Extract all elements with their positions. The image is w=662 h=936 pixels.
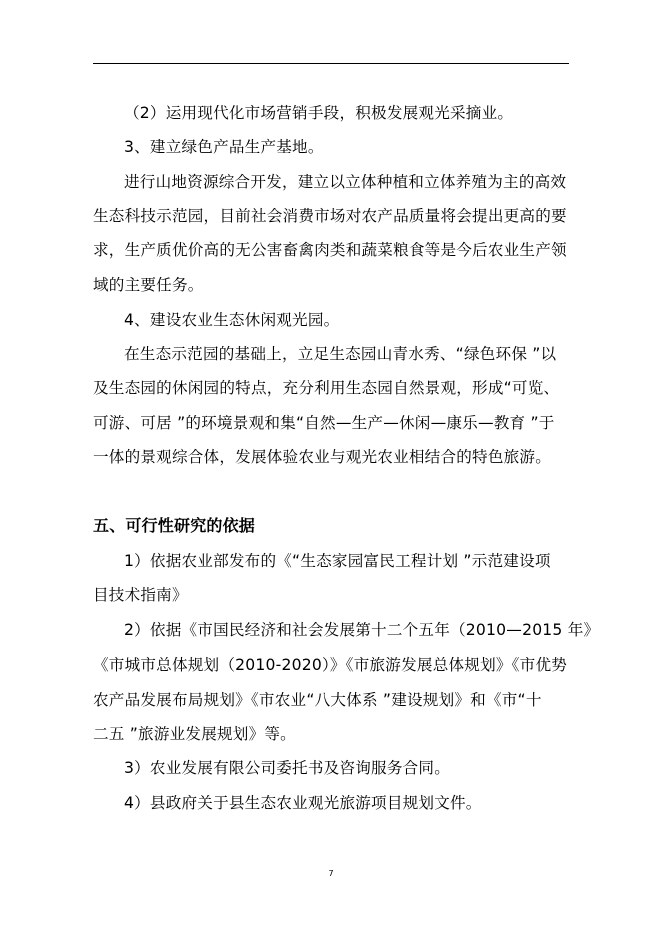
text-line: 及生态园的休闲园的特点，充分利用生态园自然景观，形成“可览、 <box>93 379 560 397</box>
text-line: 3、建立绿色产品生产基地。 <box>124 138 324 156</box>
text-line: 在生态示范园的基础上，立足生态园山青水秀、“绿色环保 ”以 <box>124 345 557 363</box>
text-line: 生态科技示范园，目前社会消费市场对农产品质量将会提出更高的要 <box>93 207 567 225</box>
text-line: 2）依据《市国民经济和社会发展第十二个五年（2010—2015 年》 <box>124 621 600 639</box>
section-heading: 五、可行性研究的依据 <box>93 516 256 535</box>
text-line: 二五 ”旅游业发展规划》等。 <box>93 725 296 743</box>
text-line: 4）县政府关于县生态农业观光旅游项目规划文件。 <box>124 794 482 812</box>
page-number: 7 <box>328 869 334 878</box>
text-line: 域的主要任务。 <box>93 276 204 294</box>
text-line: 《市城市总体规划（2010-2020）》《市旅游发展总体规划》《市优势 <box>93 656 568 674</box>
text-line: 一体的景观综合体，发展体验农业与观光农业相结合的特色旅游。 <box>93 448 552 466</box>
text-line: 目技术指南》 <box>93 586 188 604</box>
header-rule <box>93 63 569 64</box>
text-line: 农产品发展布局规划》《市农业“八大体系 ”建设规划》和《市“十 <box>93 691 542 709</box>
text-line: （2）运用现代化市场营销手段，积极发展观光采摘业。 <box>124 104 514 122</box>
text-line: 3）农业发展有限公司委托书及咨询服务合同。 <box>124 759 450 777</box>
text-line: 4、建设农业生态休闲观光园。 <box>124 311 340 329</box>
text-line: 可游、可居 ”的环境景观和集“自然—生产—休闲—康乐—教育 ”于 <box>93 414 555 432</box>
text-line: 求，生产质优价高的无公害畜禽肉类和蔬菜粮食等是今后农业生产领 <box>93 241 567 259</box>
text-line: 1）依据农业部发布的《“生态家园富民工程计划 ”示范建设项 <box>124 552 551 570</box>
text-line: 进行山地资源综合开发，建立以立体种植和立体养殖为主的高效 <box>124 173 567 191</box>
